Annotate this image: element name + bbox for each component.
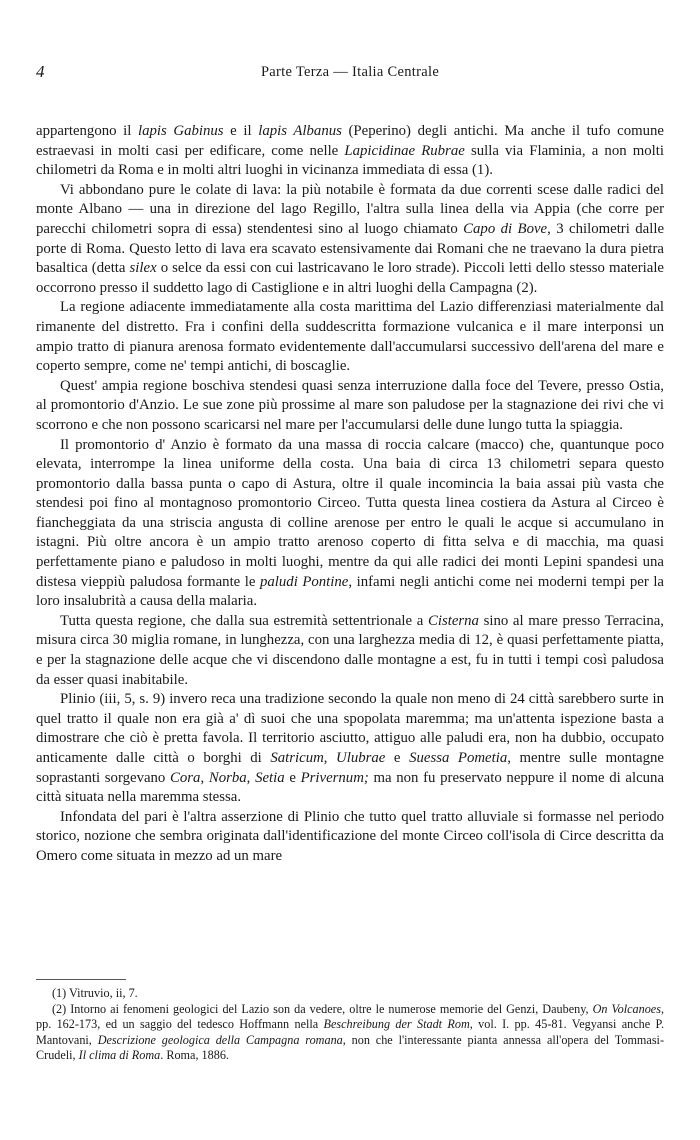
paragraph: La regione adiacente immediatamente alla costa marittima del Lazio differenziasi materialmente dal rimanente del distretto. Fra i confini della suddescritta formazione vulcanica e il mare interponsi un ampio tratto di pianura arenosa formato evidentemente dall'accumularsi successivo dell'arena del mare e coperto sempre, come ne' tempi antichi, di boscaglie. [36, 299, 664, 375]
paragraph: Infondata del pari è l'altra asserzione di Plinio che tutto quel tratto alluviale si formasse nel periodo storico, nozione che sembra originata dall'identificazione del monte Circeo coll'isola di Circe descritta da Omero come situata in mezzo ad un mare [36, 808, 664, 864]
footnotes [36, 986, 664, 1064]
paragraph: Il promontorio d' Anzio è formato da una massa di roccia calcare (macco) che, quantunque poco elevata, interrompe la linea uniforme della costa. Una baia di circa 13 chilometri separa questo promontorio dalla bassa punta o capo di Astura, oltre il quale incomincia la baia assai più vasta che stendesi poi fino al montagnoso promontorio Circeo. Tutta questa linea costiera da Astura al Circeo è fiancheggiata da una striscia angusta di colline arenose per entro le quali le acque si accumulano in istagni. Più oltre ancora è un ampio tratto arenoso coperto di fitta selva e di macchia, ma quasi perfettamente piano e paludoso in molti luoghi, mentre da qui alle radici dei monti Lepini spandesi una distesa vieppiù paludosa formante le paludi Pontine, infami negli antichi come nei moderni tempi per la loro insalubrità a causa della malaria. [36, 436, 664, 610]
page-number: 4 [36, 62, 45, 81]
paragraph: Plinio (iii, 5, s. 9) invero reca una tradizione secondo la quale non meno di 24 città sarebbero surte in quel tratto il quale non era già a' dì suoi che una spopolata maremma; ma un'attenta ispezione basta a dimostrare che ciò è pretta favola. Il territorio asciutto, attiguo alle paludi era, non ha dubbio, occupato anticamente dalle città o borghi di Satricum, Ulubrae e Suessa Pometia, mentre sulle montagne soprastanti sorgevano Cora, Norba, Setia e Privernum; ma non fu preservato neppure il nome di alcuna città situata nella maremma stessa. [36, 691, 665, 806]
paragraph: Vi abbondano pure le colate di lava: la più notabile è formata da due correnti scese dalle radici del monte Albano — una in direzione del lago Regillo, l'altra sulla linea della via Appia (che corre per parecchi chilometri sopra di essa) stendentesi sino al luogo chiamato Capo di Bove, 3 chilometri dalle porte di Roma. Questo letto di lava era scavato estensivamente dai Romani che ne traevano la dura pietra basaltica (detta silex o selce da essi con cui lastricavano le loro strade). Piccoli letti dello stesso materiale occorrono presso il suddetto lago di Castiglione e in altri luoghi della Campagna (2). [36, 181, 665, 296]
footnote: (2) Intorno ai fenomeni geologici del Lazio son da vedere, oltre le numerose memorie del Genzi, Daubeny, On Volcanoes, pp. 162-173, ed un saggio del tedesco Hoffmann nella Beschreibung der Stadt Rom, vol. I. pp. 45-81. Vegyansi anche P. Mantovani, Descrizione geologica della Campagna romana, non che l'interessante pianta annessa all'opera del Tommasi-Crudeli, Il clima di Roma. Roma, 1886. [36, 1001, 665, 1063]
page-header [36, 62, 664, 84]
paragraph: Tutta questa regione, che dalla sua estremità settentrionale a Cisterna sino al mare presso Terracina, misura circa 30 miglia romane, in lunghezza, con una larghezza media di 12, è quasi perfettamente piatta, e per la stagnazione delle acque che vi discendono dalle montagne a est, fu in tutti i tempi così paludosa da esser quasi inabitabile. [36, 612, 665, 688]
footnote-divider [36, 979, 126, 980]
main-text [36, 122, 664, 867]
footnote: (1) Vitruvio, ii, 7. [52, 986, 138, 1000]
paragraph: Quest' ampia regione boschiva stendesi quasi senza interruzione dalla foce del Tevere, presso Ostia, al promontorio d'Anzio. Le sue zone più prossime al mare son paludose per la stagnazione dei rivi che vi scorrono e che non possono scaricarsi nel mare per l'accumularsi delle dune lungo tutta la spiaggia. [36, 377, 664, 433]
paragraph: appartengono il lapis Gabinus e il lapis Albanus (Peperino) degli antichi. Ma anche il tufo comune estraevasi in molti casi per edificare, come nelle Lapicidinae Rubrae sulla via Flaminia, a non molti chilometri da Roma e in molti altri luoghi in vicinanza immediata di essa (1). [36, 123, 664, 179]
running-head: Parte Terza — Italia Centrale [260, 64, 440, 80]
